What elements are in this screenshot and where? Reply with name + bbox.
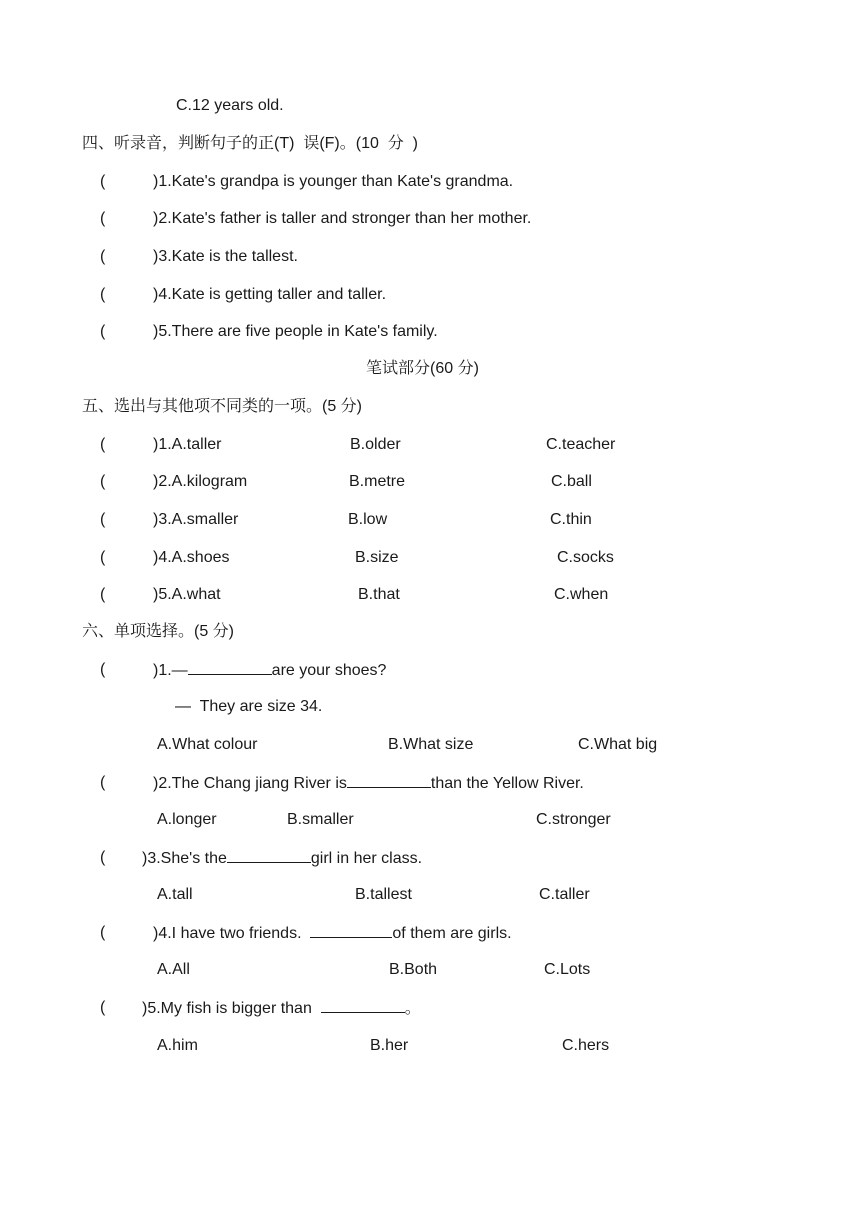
option-b: B.metre <box>349 473 406 490</box>
paren-close: ) <box>153 586 159 603</box>
paren-open: ( <box>100 661 106 678</box>
answer-blank <box>347 773 431 788</box>
answer-blank <box>188 660 272 675</box>
option-c: C.when <box>554 586 609 603</box>
paren-close: ) <box>153 323 159 340</box>
paren-open: ( <box>100 173 106 190</box>
option-a: A.longer <box>157 811 217 828</box>
answer-blank <box>310 923 392 938</box>
paren-close: ) <box>153 248 159 265</box>
paren-open: ( <box>100 436 106 453</box>
option-c: C.What big <box>578 736 658 753</box>
paren-open: ( <box>100 473 106 490</box>
question-prefix: 1.— <box>158 662 188 679</box>
option-c: C.taller <box>539 886 590 903</box>
question-prefix: 5.My fish is bigger than <box>147 1000 321 1017</box>
option-b: B.tallest <box>355 886 412 903</box>
option-c: C.Lots <box>544 961 591 978</box>
question-suffix: girl in her class. <box>310 850 423 867</box>
question-prefix: 3.She's the <box>147 850 227 867</box>
odd-one-out-item-4 <box>153 548 229 568</box>
option-c: C.thin <box>550 511 592 528</box>
judgment-item-1 <box>153 172 513 192</box>
paren-open: ( <box>100 511 106 528</box>
paren-open: ( <box>100 774 106 791</box>
option-a: 4.A.shoes <box>158 549 230 566</box>
question-prefix: 4.I have two friends. <box>158 925 311 942</box>
odd-one-out-item-5 <box>153 585 221 605</box>
prev-option: C.12 years old. <box>176 97 284 114</box>
option-a: 3.A.smaller <box>158 511 239 528</box>
option-a: 5.A.what <box>158 586 221 603</box>
option-a: 2.A.kilogram <box>158 473 248 490</box>
answer-blank <box>227 848 311 863</box>
option-b: B.older <box>350 436 401 453</box>
option-b: B.low <box>348 511 388 528</box>
written-part-title: 笔试部分(60 分) <box>366 360 479 377</box>
judgment-text: 1.Kate's grandpa is younger than Kate's grandma. <box>158 173 514 190</box>
paren-close: ) <box>153 925 159 942</box>
paren-open: ( <box>100 286 106 303</box>
paren-close: ) <box>142 850 148 867</box>
judgment-item-2 <box>153 209 531 229</box>
paren-close: ) <box>153 511 159 528</box>
judgment-item-5 <box>153 322 438 342</box>
paren-close: ) <box>153 473 159 490</box>
judgment-item-4 <box>153 285 386 305</box>
paren-close: ) <box>153 286 159 303</box>
option-c: C.stronger <box>536 811 611 828</box>
paren-open: ( <box>100 586 106 603</box>
odd-one-out-item-3 <box>153 510 238 530</box>
paren-close: ) <box>153 436 159 453</box>
section5-title: 五、选出与其他项不同类的一项。(5 分) <box>82 398 363 415</box>
dialogue-answer: — They are size 34. <box>175 698 323 715</box>
option-a: A.tall <box>157 886 193 903</box>
judgment-item-3 <box>153 247 298 267</box>
paren-open: ( <box>100 549 106 566</box>
question-4 <box>153 923 512 944</box>
paren-open: ( <box>100 924 106 941</box>
paren-open: ( <box>100 999 106 1016</box>
question-3 <box>142 848 422 869</box>
paren-close: ) <box>153 173 159 190</box>
section4-title: 四、听录音，判断句子的正(T) 误(F)。(10 分 ) <box>82 135 418 152</box>
answer-blank <box>321 998 405 1013</box>
paren-open: ( <box>100 248 106 265</box>
question-suffix: of them are girls. <box>392 925 512 942</box>
paren-close: ) <box>153 662 159 679</box>
option-b: B.What size <box>388 736 474 753</box>
option-b: B.that <box>358 586 400 603</box>
option-c: C.socks <box>557 549 614 566</box>
odd-one-out-item-2 <box>153 472 247 492</box>
option-a: 1.A.taller <box>158 436 222 453</box>
option-a: A.All <box>157 961 190 978</box>
question-1 <box>153 660 386 681</box>
question-suffix: are your shoes? <box>271 662 387 679</box>
judgment-text: 2.Kate's father is taller and stronger than her mother. <box>158 210 532 227</box>
paren-close: ) <box>153 549 159 566</box>
odd-one-out-item-1 <box>153 435 221 455</box>
option-a: A.him <box>157 1037 198 1054</box>
question-suffix: than the Yellow River. <box>430 775 584 792</box>
question-suffix: 。 <box>404 1000 421 1017</box>
option-b: B.smaller <box>287 811 354 828</box>
question-2 <box>153 773 584 794</box>
question-5 <box>142 998 421 1019</box>
option-c: C.teacher <box>546 436 616 453</box>
judgment-text: 5.There are five people in Kate's family. <box>158 323 438 340</box>
judgment-text: 4.Kate is getting taller and taller. <box>158 286 387 303</box>
option-b: B.Both <box>389 961 438 978</box>
paren-open: ( <box>100 849 106 866</box>
paren-close: ) <box>142 1000 148 1017</box>
section6-title: 六、单项选择。(5 分) <box>82 623 235 640</box>
judgment-text: 3.Kate is the tallest. <box>158 248 298 265</box>
paren-open: ( <box>100 323 106 340</box>
option-c: C.ball <box>551 473 592 490</box>
paren-close: ) <box>153 210 159 227</box>
option-a: A.What colour <box>157 736 258 753</box>
paren-close: ) <box>153 775 159 792</box>
option-b: B.her <box>370 1037 409 1054</box>
option-b: B.size <box>355 549 399 566</box>
question-prefix: 2.The Chang jiang River is <box>158 775 347 792</box>
paren-open: ( <box>100 210 106 227</box>
option-c: C.hers <box>562 1037 610 1054</box>
